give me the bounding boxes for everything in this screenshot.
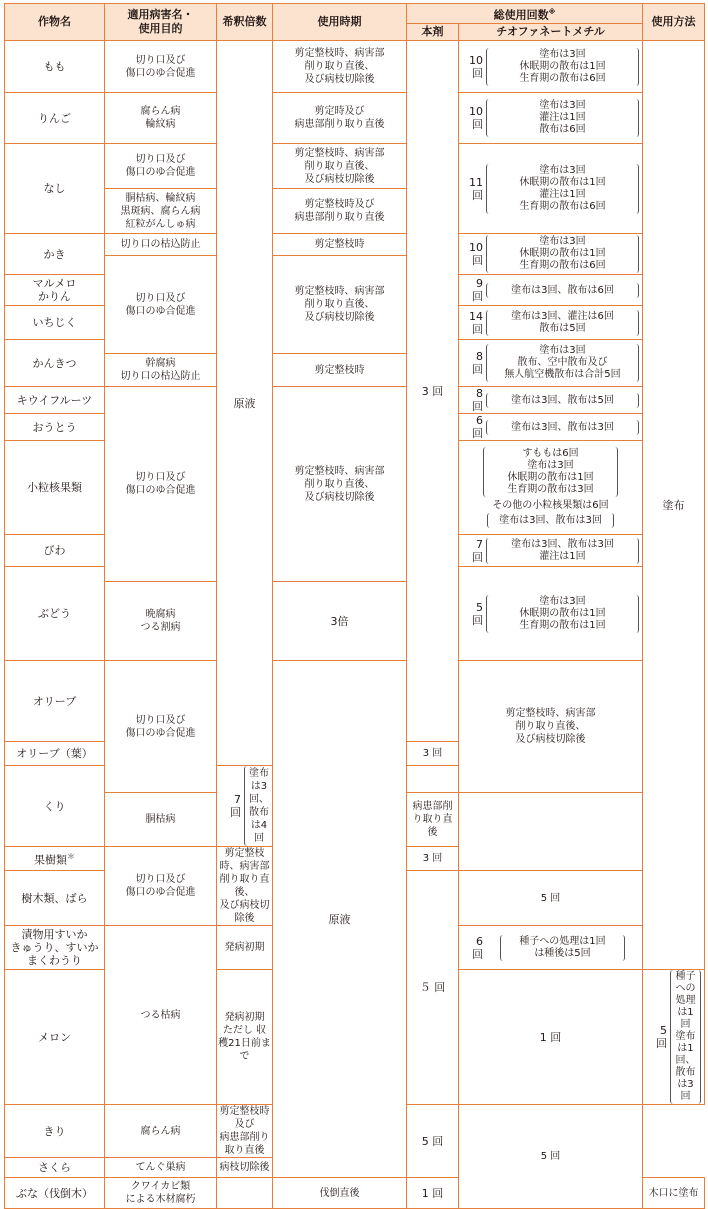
usage-timing: 病枝切除後 xyxy=(217,1158,273,1178)
usage-timing: 剪定時及び 病患部削り取り直後 xyxy=(273,93,407,144)
thiophanate-detail: すももは6回 塗布は3回 休眠期の散布は1回 生育期の散布は3回 xyxy=(483,447,618,497)
crop-name: おうとう xyxy=(5,414,105,441)
table-row xyxy=(5,387,705,414)
dilution-cell: 3倍 xyxy=(273,582,407,661)
crop-name: いちじく xyxy=(5,306,105,340)
target-disease: てんぐ巣病 xyxy=(105,1158,217,1178)
header-target: 適用病害名・ 使用目的 xyxy=(105,4,217,41)
target-disease: 胴枯病 xyxy=(105,793,217,847)
thiophanate-count: 5 回 xyxy=(459,1105,643,1209)
header-crop: 作物名 xyxy=(5,4,105,41)
thiophanate-count xyxy=(217,766,273,847)
thiophanate-detail: 塗布は3回、散布は4回 xyxy=(244,766,273,846)
target-disease: 切り口及び 傷口のゆ合促進 xyxy=(105,847,217,926)
this-agent-count: 1 回 xyxy=(407,1178,459,1209)
usage-timing: 剪定整枝時及び 病患部削り取り直後 xyxy=(217,1105,273,1158)
thiophanate-times: 14回 xyxy=(469,309,483,336)
thiophanate-times: 11回 xyxy=(469,175,483,202)
target-disease: 切り口及び 傷口のゆ合促進 xyxy=(105,41,217,93)
usage-timing: 発病初期 xyxy=(217,926,273,970)
thiophanate-detail: 塗布は3回 散布、空中散布及び 無人航空機散布は合計5回 xyxy=(486,344,639,382)
crop-name: かんきつ xyxy=(5,340,105,387)
crop-name: 小粒核果類 xyxy=(5,441,105,535)
thiophanate-count xyxy=(643,970,705,1105)
dilution-cell: 原液 xyxy=(273,661,407,1178)
thiophanate-count: 5 回 xyxy=(459,871,643,926)
target-disease: 幹腐病 切り口の枯込防止 xyxy=(105,354,217,387)
thiophanate-times: 6 回 xyxy=(472,934,483,961)
thiophanate-detail: 塗布は3回、灌注は6回 散布は5回 xyxy=(486,310,639,336)
header-thiophanate: チオファネートメチル xyxy=(459,24,643,41)
thiophanate-detail: 塗布は3回、散布は3回 xyxy=(486,420,639,435)
thiophanate-detail: 塗布は3回、散布は3回 灌注は1回 xyxy=(486,538,639,564)
header-method: 使用方法 xyxy=(643,4,705,41)
crop-name: りんご xyxy=(5,93,105,144)
this-agent-count: ５ 回 xyxy=(407,871,459,1105)
thiophanate-times: 9 回 xyxy=(472,277,483,303)
thiophanate-times: 10回 xyxy=(469,105,483,131)
usage-timing: 発病初期 ただし 収穫21日前まで xyxy=(217,970,273,1105)
usage-timing: 剪定整枝時、病害部 削り取り直後、 及び病枝切除後 xyxy=(217,847,273,926)
crop-name: マルメロ かりん xyxy=(5,275,105,306)
crop-name: もも xyxy=(5,41,105,93)
thiophanate-count: 3 回 xyxy=(407,847,459,871)
crop-name: オリーブ xyxy=(5,661,105,742)
crop-name: 漬物用すいか きゅうり、すいか まくわうり xyxy=(5,926,105,970)
thiophanate-times: 6 回 xyxy=(472,414,483,440)
usage-timing: 剪定整枝時、病害部 削り取り直後、 及び病枝切除後 xyxy=(459,661,643,793)
table-row xyxy=(5,41,705,93)
thiophanate-count xyxy=(459,535,643,567)
target-disease: 切り口の枯込防止 xyxy=(105,234,217,256)
usage-timing: 剪定整枝時、病害部 削り取り直後、 及び病枝切除後 xyxy=(273,256,407,354)
crop-name: かき xyxy=(5,234,105,275)
crop-name: キウイフルーツ xyxy=(5,387,105,414)
crop-name: ぶな（伐倒木） xyxy=(5,1178,105,1209)
thiophanate-times: 8 回 xyxy=(472,387,483,413)
this-agent-count: 3 回 xyxy=(407,41,459,742)
target-disease: 切り口及び 傷口のゆ合促進 xyxy=(105,256,217,354)
header-total xyxy=(407,4,643,24)
thiophanate-detail: 塗布は3回 休眠期の散布は1回 生育期の散布は6回 xyxy=(486,235,639,273)
table-row xyxy=(5,144,705,189)
this-agent-count: 5 回 xyxy=(407,1105,459,1178)
thiophanate-count xyxy=(459,234,643,275)
thiophanate-count xyxy=(459,926,643,970)
thiophanate-count xyxy=(459,144,643,234)
usage-method: 塗布 xyxy=(643,41,705,970)
crop-name: さくら xyxy=(5,1158,105,1178)
thiophanate-count xyxy=(459,306,643,340)
header-total-label: 総使用回数 xyxy=(493,8,549,22)
crop-name: なし xyxy=(5,144,105,234)
target-disease: 腐らん病 xyxy=(105,1105,217,1158)
usage-timing: 剪定整枝時、病害部 削り取り直後、 及び病枝切除後 xyxy=(273,41,407,93)
usage-timing: 剪定整枝時 xyxy=(273,234,407,256)
thiophanate-times: 10回 xyxy=(469,53,483,80)
thiophanate-count: 3 回 xyxy=(407,742,459,766)
table-row xyxy=(5,93,705,144)
dilution-cell: 原液 xyxy=(217,41,273,766)
pesticide-usage-table xyxy=(4,3,705,1209)
target-disease: 切り口及び 傷口のゆ合促進 xyxy=(105,144,217,189)
this-agent-count: 1 回 xyxy=(459,970,643,1105)
thiophanate-detail: 塗布は3回 休眠期の散布は1回 灌注は1回 生育期の散布は6回 xyxy=(486,164,639,214)
table-row xyxy=(5,661,705,742)
usage-timing: 病患部削り取り直後 xyxy=(407,793,459,847)
crop-name: メロン xyxy=(5,970,105,1105)
thiophanate-count xyxy=(459,93,643,144)
usage-timing: 剪定整枝時及び 病患部削り取り直後 xyxy=(273,189,407,234)
header-dilution: 希釈倍数 xyxy=(217,4,273,41)
thiophanate-detail: 塗布は3回 休眠期の散布は1回 生育期の散布は6回 xyxy=(486,48,639,86)
thiophanate-detail: 塗布は3回、散布は5回 xyxy=(486,393,639,408)
thiophanate-count xyxy=(459,567,643,661)
crop-mark: ＊ xyxy=(67,852,75,862)
header-this-agent: 本剤 xyxy=(407,24,459,41)
usage-timing: 剪定整枝時、病害部 削り取り直後、 及び病枝切除後 xyxy=(273,144,407,189)
thiophanate-detail: 塗布は3回 灌注は1回 散布は6回 xyxy=(486,99,639,137)
usage-timing: 伐倒直後 xyxy=(273,1178,407,1209)
thiophanate-count xyxy=(459,340,643,387)
thiophanate-times: 5 回 xyxy=(656,1024,667,1050)
crop-name: びわ xyxy=(5,535,105,567)
thiophanate-count xyxy=(459,387,643,414)
thiophanate-count xyxy=(459,275,643,306)
usage-method: 木口に塗布 xyxy=(643,1178,705,1209)
thiophanate-detail: 塗布は3回 休眠期の散布は1回 生育期の散布は1回 xyxy=(486,595,639,633)
thiophanate-detail: 塗布は3回、散布は6回 xyxy=(486,283,639,298)
target-disease: つる枯病 xyxy=(105,926,217,1105)
table-row xyxy=(5,234,705,256)
thiophanate-times: 7 回 xyxy=(230,793,241,819)
target-disease: 切り口及び 傷口のゆ合促進 xyxy=(105,661,217,793)
target-disease: クワイカビ類 による木材腐朽 xyxy=(105,1178,217,1209)
thiophanate-times: 10回 xyxy=(469,241,483,267)
thiophanate-times: 7 回 xyxy=(472,537,483,564)
crop-name: 樹木類、ばら xyxy=(5,871,105,926)
crop-name: ぶどう xyxy=(5,567,105,661)
header-total-mark: ※ xyxy=(548,7,556,16)
thiophanate-detail: 種子への処理は1回 は種後は5回 xyxy=(500,935,625,961)
thiophanate-detail: 種子への処理は1回 塗布は1回、散布は3回 xyxy=(670,970,701,1104)
thiophanate-count xyxy=(459,441,643,535)
target-disease: 切り口及び 傷口のゆ合促進 xyxy=(105,387,217,582)
usage-timing: 剪定整枝時 xyxy=(273,354,407,387)
header-timing: 使用時期 xyxy=(273,4,407,41)
crop-name: くり xyxy=(5,766,105,847)
thiophanate-count xyxy=(459,41,643,93)
crop-name xyxy=(5,847,105,871)
crop-name: オリーブ（葉） xyxy=(5,742,105,766)
target-disease: 腐らん病 輪紋病 xyxy=(105,93,217,144)
thiophanate-count xyxy=(459,414,643,441)
thiophanate-detail-other-values: 塗布は3回、散布は3回 xyxy=(487,513,614,528)
target-disease: 胴枯病、輪紋病 黒斑病、腐らん病 紅粒がんしゅ病 xyxy=(105,189,217,234)
usage-timing: 剪定整枝時、病害部 削り取り直後、 及び病枝切除後 xyxy=(273,387,407,582)
dilution-cell-empty xyxy=(217,1178,273,1209)
crop-name-text: 果樹類 xyxy=(34,853,67,867)
thiophanate-times: 8 回 xyxy=(472,350,483,376)
crop-name: きり xyxy=(5,1105,105,1158)
thiophanate-times: 5 回 xyxy=(472,600,483,627)
target-disease: 晩腐病 つる割病 xyxy=(105,582,217,661)
thiophanate-detail-other: その他の小粒核果類は6回 xyxy=(492,500,609,511)
